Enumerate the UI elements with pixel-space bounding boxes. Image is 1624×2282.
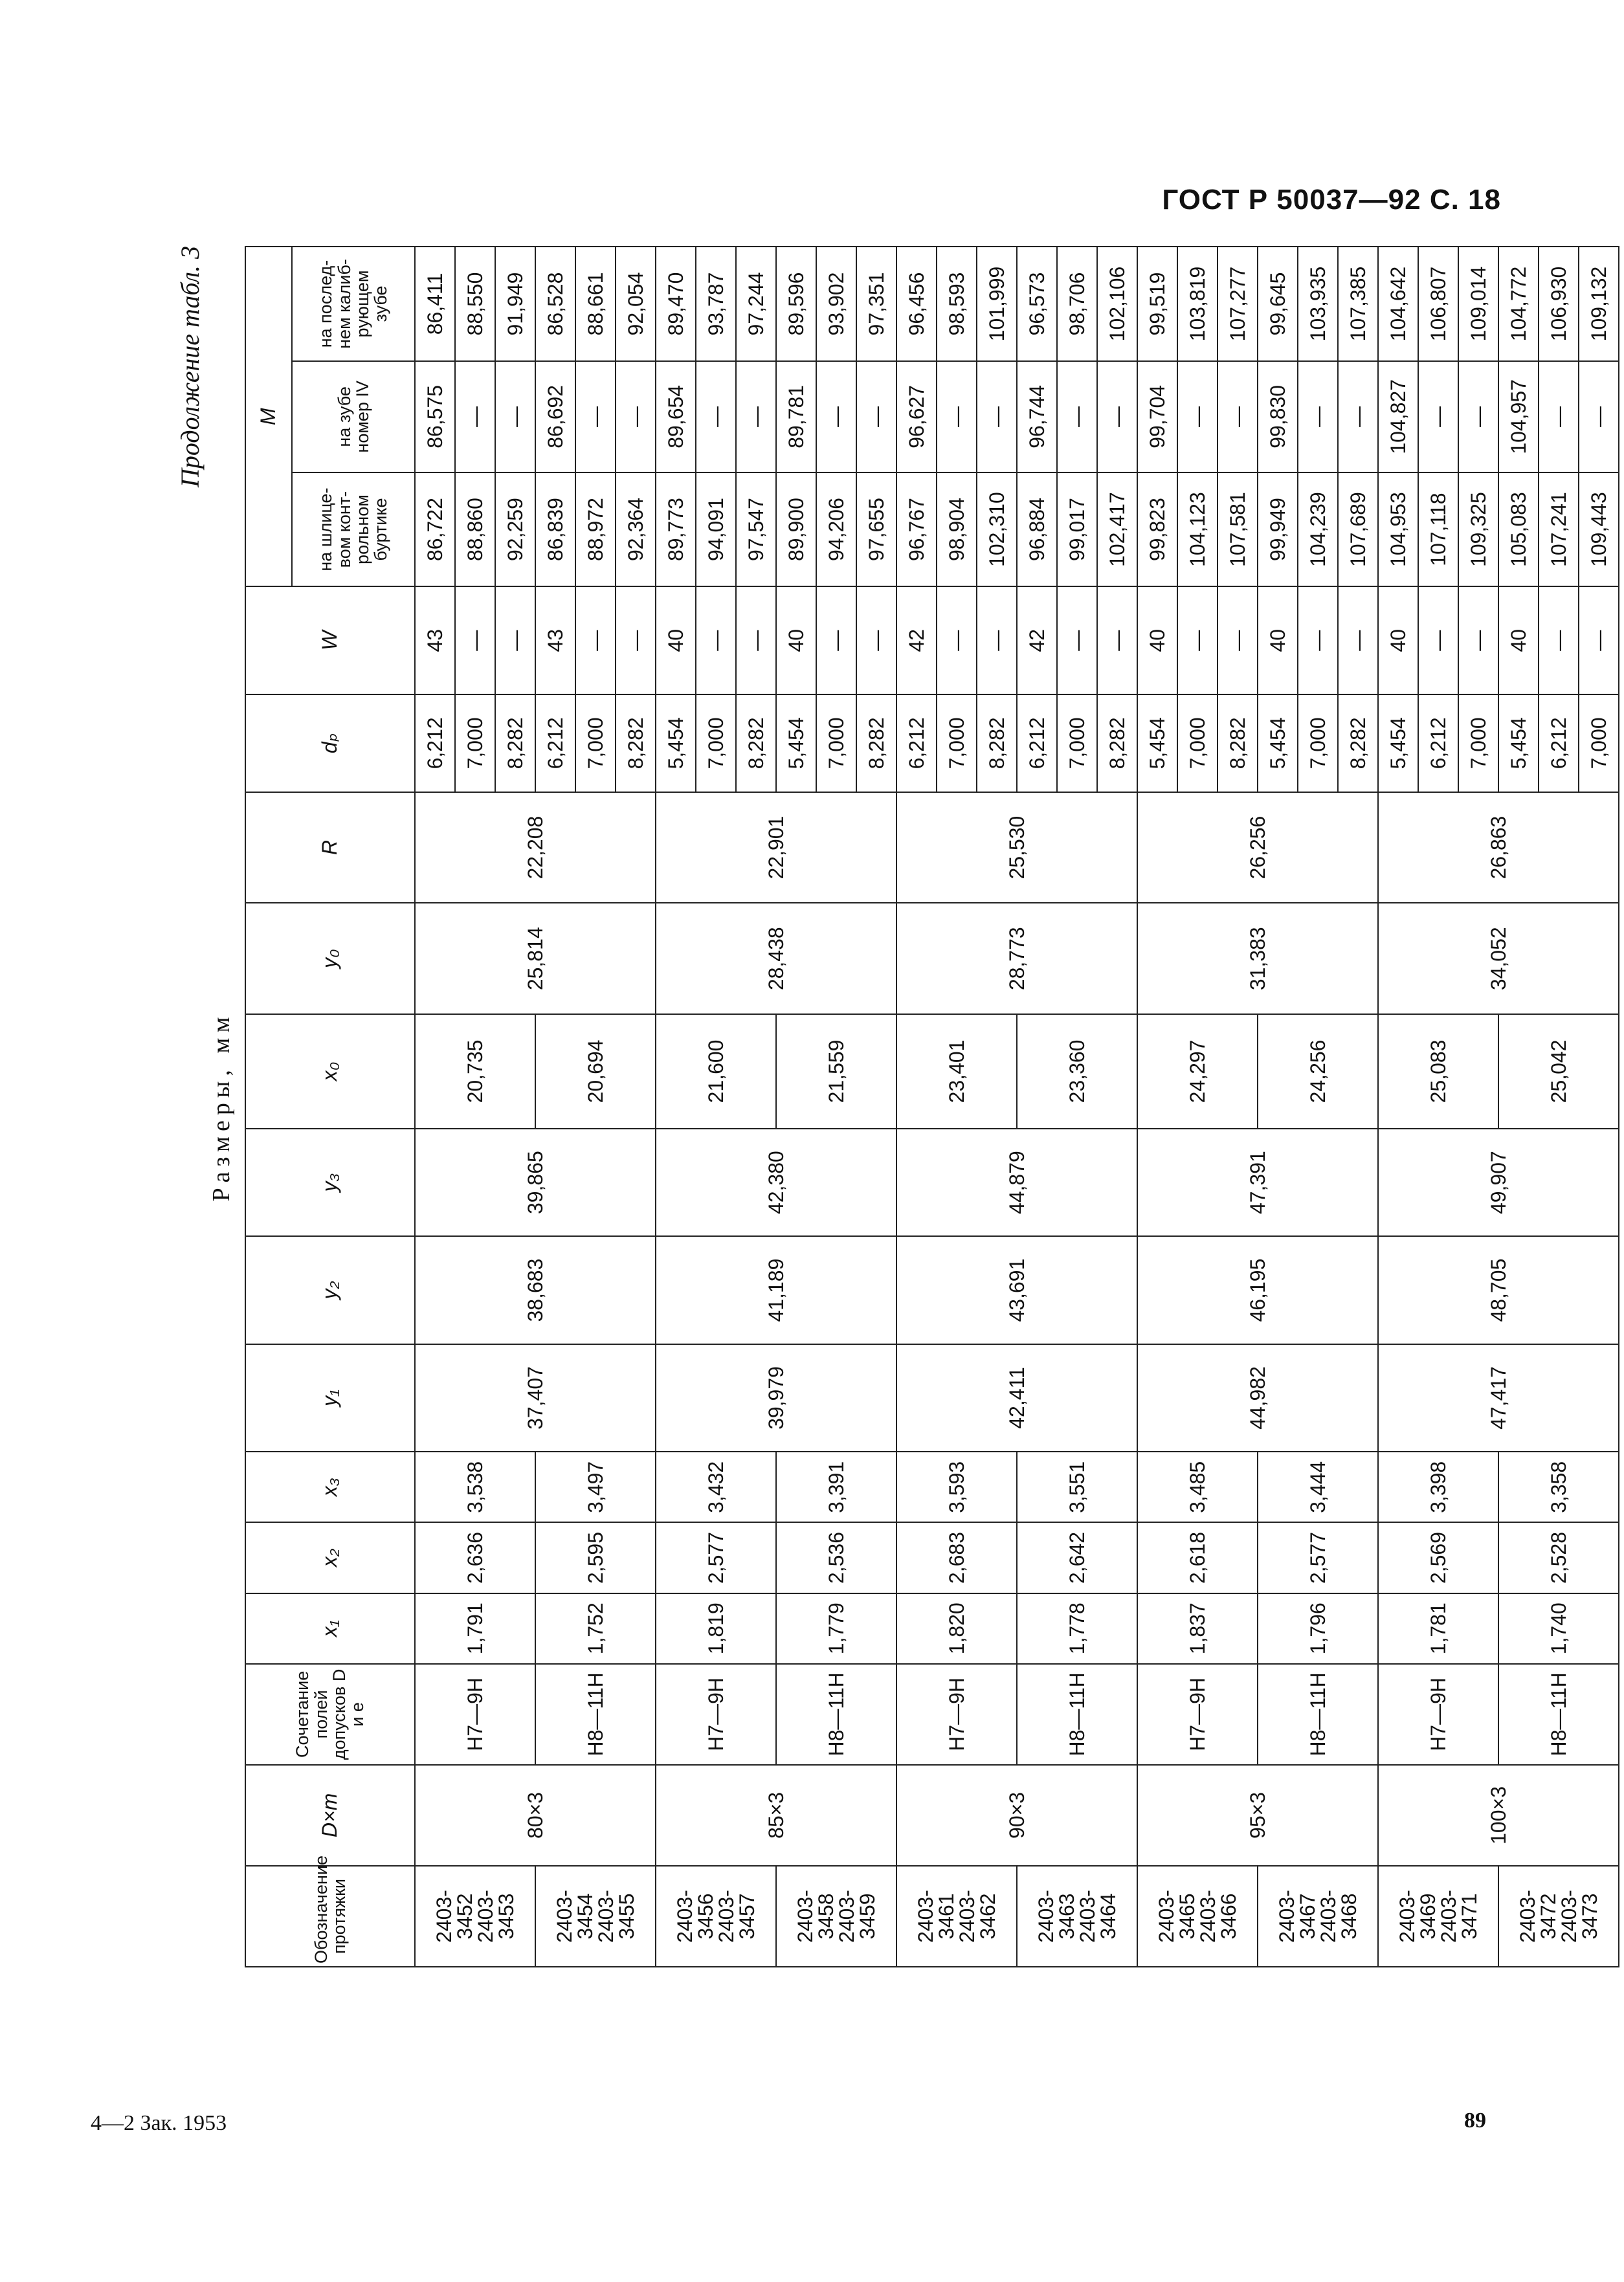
tolerance-cell: H7—9H <box>896 1664 1017 1765</box>
dp-cell: 6,212 <box>1418 694 1458 792</box>
m-spline-cell: 109,325 <box>1458 472 1498 587</box>
w-cell: 42 <box>1017 586 1057 694</box>
dp-cell: 6,212 <box>1539 694 1579 792</box>
x1-cell: 1,820 <box>896 1593 1017 1664</box>
m-tooth4-cell: 86,692 <box>535 361 575 472</box>
x1-cell: 1,837 <box>1137 1593 1258 1664</box>
designation-cell: 2403-3467 2403-3468 <box>1258 1866 1378 1967</box>
tolerance-cell: H8—11H <box>776 1664 896 1765</box>
dp-cell: 8,282 <box>1097 694 1137 792</box>
m-tooth4-cell: 89,654 <box>656 361 696 472</box>
col-x2: x₂ <box>245 1522 415 1593</box>
w-cell: — <box>1458 586 1498 694</box>
m-tooth4-cell: 104,957 <box>1498 361 1539 472</box>
x3-cell: 3,358 <box>1498 1452 1619 1522</box>
m-last-cell: 99,645 <box>1258 247 1298 361</box>
m-last-cell: 109,132 <box>1579 247 1619 361</box>
m-spline-cell: 92,364 <box>616 472 656 587</box>
dxm-cell: 80×3 <box>415 1765 656 1866</box>
m-spline-cell: 99,823 <box>1137 472 1177 587</box>
x1-cell: 1,796 <box>1258 1593 1378 1664</box>
y0-cell: 31,383 <box>1137 903 1378 1014</box>
dp-cell: 5,454 <box>1137 694 1177 792</box>
w-cell: — <box>495 586 535 694</box>
x3-cell: 3,497 <box>535 1452 656 1522</box>
x1-cell: 1,740 <box>1498 1593 1619 1664</box>
w-cell: — <box>1338 586 1378 694</box>
m-spline-cell: 99,017 <box>1057 472 1097 587</box>
y2-cell: 41,189 <box>656 1236 896 1344</box>
x1-cell: 1,752 <box>535 1593 656 1664</box>
table-row <box>1378 247 1418 1967</box>
m-spline-cell: 107,581 <box>1218 472 1258 587</box>
table-row <box>896 247 937 1967</box>
x3-cell: 3,398 <box>1378 1452 1498 1522</box>
m-tooth4-cell: 99,830 <box>1258 361 1298 472</box>
col-x1: x₁ <box>245 1593 415 1664</box>
y1-cell: 44,982 <box>1137 1344 1378 1452</box>
x2-cell: 2,528 <box>1498 1522 1619 1593</box>
m-last-cell: 104,772 <box>1498 247 1539 361</box>
m-tooth4-cell: — <box>1097 361 1137 472</box>
m-spline-cell: 92,259 <box>495 472 535 587</box>
dxm-cell: 85×3 <box>656 1765 896 1866</box>
m-tooth4-cell: 96,627 <box>896 361 937 472</box>
m-spline-cell: 104,239 <box>1298 472 1338 587</box>
table-row <box>776 247 816 1967</box>
x0-cell: 20,694 <box>535 1014 656 1129</box>
m-tooth4-cell: — <box>616 361 656 472</box>
table-row <box>1498 247 1539 1967</box>
rotated-table-block <box>175 246 1610 1967</box>
m-last-cell: 106,807 <box>1418 247 1458 361</box>
m-tooth4-cell: — <box>736 361 776 472</box>
col-x0: x₀ <box>245 1014 415 1129</box>
dp-cell: 7,000 <box>1177 694 1218 792</box>
m-tooth4-cell: — <box>1298 361 1338 472</box>
dp-cell: 8,282 <box>736 694 776 792</box>
y3-cell: 39,865 <box>415 1129 656 1236</box>
m-tooth4-cell: — <box>1539 361 1579 472</box>
m-last-cell: 96,456 <box>896 247 937 361</box>
w-cell: — <box>616 586 656 694</box>
m-spline-cell: 88,972 <box>575 472 616 587</box>
y3-cell: 47,391 <box>1137 1129 1378 1236</box>
m-tooth4-cell: 99,704 <box>1137 361 1177 472</box>
w-cell: — <box>1298 586 1338 694</box>
m-tooth4-cell: — <box>1218 361 1258 472</box>
w-cell: — <box>455 586 495 694</box>
y2-cell: 38,683 <box>415 1236 656 1344</box>
w-cell: 40 <box>1258 586 1298 694</box>
m-spline-cell: 104,123 <box>1177 472 1218 587</box>
w-cell: 42 <box>896 586 937 694</box>
m-last-cell: 88,661 <box>575 247 616 361</box>
w-cell: — <box>856 586 896 694</box>
y1-cell: 39,979 <box>656 1344 896 1452</box>
x3-cell: 3,391 <box>776 1452 896 1522</box>
dp-cell: 7,000 <box>1298 694 1338 792</box>
dp-cell: 8,282 <box>1338 694 1378 792</box>
dp-cell: 7,000 <box>696 694 736 792</box>
col-R: R <box>245 792 415 903</box>
y0-cell: 28,773 <box>896 903 1137 1014</box>
w-cell: — <box>1418 586 1458 694</box>
m-tooth4-cell: — <box>937 361 977 472</box>
x0-cell: 24,297 <box>1137 1014 1258 1129</box>
w-cell: — <box>816 586 856 694</box>
w-cell: — <box>575 586 616 694</box>
dp-cell: 8,282 <box>616 694 656 792</box>
col-W: W <box>245 586 415 694</box>
tolerance-cell: H8—11H <box>1017 1664 1137 1765</box>
r-cell: 22,901 <box>656 792 896 903</box>
m-tooth4-cell: — <box>575 361 616 472</box>
m-last-cell: 103,819 <box>1177 247 1218 361</box>
m-last-cell: 89,596 <box>776 247 816 361</box>
m-last-cell: 92,054 <box>616 247 656 361</box>
m-spline-cell: 86,839 <box>535 472 575 587</box>
m-spline-cell: 97,547 <box>736 472 776 587</box>
w-cell: — <box>1177 586 1218 694</box>
dp-cell: 6,212 <box>1017 694 1057 792</box>
w-cell: — <box>1218 586 1258 694</box>
tolerance-cell: H7—9H <box>1378 1664 1498 1765</box>
x0-cell: 23,401 <box>896 1014 1017 1129</box>
x3-cell: 3,538 <box>415 1452 535 1522</box>
m-tooth4-cell: 104,827 <box>1378 361 1418 472</box>
m-tooth4-cell: — <box>696 361 736 472</box>
r-cell: 25,530 <box>896 792 1137 903</box>
m-spline-cell: 107,241 <box>1539 472 1579 587</box>
tolerance-cell: H7—9H <box>415 1664 535 1765</box>
designation-cell: 2403-3452 2403-3453 <box>415 1866 535 1967</box>
footer-page-number: 89 <box>1464 2109 1486 2132</box>
w-cell: — <box>1097 586 1137 694</box>
x3-cell: 3,444 <box>1258 1452 1378 1522</box>
m-spline-cell: 102,417 <box>1097 472 1137 587</box>
x3-cell: 3,432 <box>656 1452 776 1522</box>
x2-cell: 2,577 <box>656 1522 776 1593</box>
x0-cell: 24,256 <box>1258 1014 1378 1129</box>
tolerance-cell: H7—9H <box>656 1664 776 1765</box>
dp-cell: 7,000 <box>1057 694 1097 792</box>
footer-order-number: 4—2 Зак. 1953 <box>91 2111 227 2135</box>
x1-cell: 1,819 <box>656 1593 776 1664</box>
m-last-cell: 107,277 <box>1218 247 1258 361</box>
x2-cell: 2,569 <box>1378 1522 1498 1593</box>
y1-cell: 42,411 <box>896 1344 1137 1452</box>
m-last-cell: 97,244 <box>736 247 776 361</box>
col-m-spline: на шлице-вом конт-рольном буртике <box>292 472 415 587</box>
m-tooth4-cell: 96,744 <box>1017 361 1057 472</box>
w-cell: — <box>696 586 736 694</box>
m-spline-cell: 94,206 <box>816 472 856 587</box>
w-cell: — <box>937 586 977 694</box>
m-tooth4-cell: — <box>1418 361 1458 472</box>
dp-cell: 6,212 <box>415 694 455 792</box>
tolerance-cell: H8—11H <box>1258 1664 1378 1765</box>
dxm-cell: 90×3 <box>896 1765 1137 1866</box>
x2-cell: 2,642 <box>1017 1522 1137 1593</box>
tolerance-cell: H7—9H <box>1137 1664 1258 1765</box>
y3-cell: 44,879 <box>896 1129 1137 1236</box>
m-spline-cell: 98,904 <box>937 472 977 587</box>
x0-cell: 23,360 <box>1017 1014 1137 1129</box>
col-m-tooth4: на зубе номер IV <box>292 361 415 472</box>
w-cell: — <box>736 586 776 694</box>
x0-cell: 25,042 <box>1498 1014 1619 1129</box>
x1-cell: 1,791 <box>415 1593 535 1664</box>
designation-cell: 2403-3461 2403-3462 <box>896 1866 1017 1967</box>
table-row <box>1137 247 1177 1967</box>
dp-cell: 7,000 <box>816 694 856 792</box>
x1-cell: 1,781 <box>1378 1593 1498 1664</box>
m-tooth4-cell: — <box>455 361 495 472</box>
m-spline-cell: 109,443 <box>1579 472 1619 587</box>
x0-cell: 21,559 <box>776 1014 896 1129</box>
dp-cell: 7,000 <box>1579 694 1619 792</box>
m-spline-cell: 105,083 <box>1498 472 1539 587</box>
m-spline-cell: 104,953 <box>1378 472 1418 587</box>
x1-cell: 1,778 <box>1017 1593 1137 1664</box>
x3-cell: 3,551 <box>1017 1452 1137 1522</box>
y2-cell: 48,705 <box>1378 1236 1619 1344</box>
table-row <box>535 247 575 1967</box>
m-last-cell: 98,593 <box>937 247 977 361</box>
col-m-last: на послед-нем калиб-рующем зубе <box>292 247 415 361</box>
dp-cell: 5,454 <box>1498 694 1539 792</box>
y1-cell: 47,417 <box>1378 1344 1619 1452</box>
dp-cell: 7,000 <box>1458 694 1498 792</box>
m-last-cell: 96,573 <box>1017 247 1057 361</box>
m-spline-cell: 96,767 <box>896 472 937 587</box>
designation-cell: 2403-3458 2403-3459 <box>776 1866 896 1967</box>
dp-cell: 7,000 <box>455 694 495 792</box>
col-y3: y₃ <box>245 1129 415 1236</box>
m-spline-cell: 102,310 <box>977 472 1017 587</box>
m-tooth4-cell: — <box>816 361 856 472</box>
m-tooth4-cell: — <box>856 361 896 472</box>
w-cell: — <box>1579 586 1619 694</box>
m-last-cell: 93,902 <box>816 247 856 361</box>
m-last-cell: 107,385 <box>1338 247 1378 361</box>
m-spline-cell: 107,118 <box>1418 472 1458 587</box>
x2-cell: 2,636 <box>415 1522 535 1593</box>
tolerance-cell: H8—11H <box>1498 1664 1619 1765</box>
w-cell: 40 <box>776 586 816 694</box>
designation-cell: 2403-3456 2403-3457 <box>656 1866 776 1967</box>
col-designation: Обозначение протяжки <box>245 1866 415 1967</box>
m-spline-cell: 97,655 <box>856 472 896 587</box>
m-last-cell: 102,106 <box>1097 247 1137 361</box>
m-tooth4-cell: — <box>1458 361 1498 472</box>
designation-cell: 2403-3465 2403-3466 <box>1137 1866 1258 1967</box>
x3-cell: 3,593 <box>896 1452 1017 1522</box>
col-x3: x₃ <box>245 1452 415 1522</box>
col-d-times-m: D×m <box>245 1765 415 1866</box>
x0-cell: 21,600 <box>656 1014 776 1129</box>
y2-cell: 43,691 <box>896 1236 1137 1344</box>
table-row <box>415 247 455 1967</box>
y1-cell: 37,407 <box>415 1344 656 1452</box>
r-cell: 26,863 <box>1378 792 1619 903</box>
y3-cell: 49,907 <box>1378 1129 1619 1236</box>
m-tooth4-cell: — <box>495 361 535 472</box>
designation-cell: 2403-3463 2403-3464 <box>1017 1866 1137 1967</box>
w-cell: — <box>977 586 1017 694</box>
x0-cell: 20,735 <box>415 1014 535 1129</box>
dxm-cell: 95×3 <box>1137 1765 1378 1866</box>
m-spline-cell: 86,722 <box>415 472 455 587</box>
m-last-cell: 93,787 <box>696 247 736 361</box>
m-last-cell: 106,930 <box>1539 247 1579 361</box>
x2-cell: 2,683 <box>896 1522 1017 1593</box>
dp-cell: 7,000 <box>575 694 616 792</box>
m-last-cell: 104,642 <box>1378 247 1418 361</box>
dp-cell: 5,454 <box>1378 694 1418 792</box>
x2-cell: 2,595 <box>535 1522 656 1593</box>
y0-cell: 28,438 <box>656 903 896 1014</box>
col-y1: y₁ <box>245 1344 415 1452</box>
w-cell: 40 <box>1498 586 1539 694</box>
tolerance-cell: H8—11H <box>535 1664 656 1765</box>
y3-cell: 42,380 <box>656 1129 896 1236</box>
dp-cell: 7,000 <box>937 694 977 792</box>
w-cell: — <box>1057 586 1097 694</box>
designation-cell: 2403-3469 2403-3471 <box>1378 1866 1498 1967</box>
table-row <box>656 247 696 1967</box>
m-spline-cell: 96,884 <box>1017 472 1057 587</box>
table-row <box>1258 247 1298 1967</box>
y2-cell: 46,195 <box>1137 1236 1378 1344</box>
m-last-cell: 99,519 <box>1137 247 1177 361</box>
x0-cell: 25,083 <box>1378 1014 1498 1129</box>
dxm-cell: 100×3 <box>1378 1765 1619 1866</box>
m-tooth4-cell: — <box>977 361 1017 472</box>
data-table <box>245 246 1619 1967</box>
x3-cell: 3,485 <box>1137 1452 1258 1522</box>
x1-cell: 1,779 <box>776 1593 896 1664</box>
m-last-cell: 103,935 <box>1298 247 1338 361</box>
dp-cell: 5,454 <box>656 694 696 792</box>
table-row <box>1017 247 1057 1967</box>
col-dp: dₚ <box>245 694 415 792</box>
x2-cell: 2,577 <box>1258 1522 1378 1593</box>
m-spline-cell: 107,689 <box>1338 472 1378 587</box>
m-last-cell: 86,528 <box>535 247 575 361</box>
m-spline-cell: 94,091 <box>696 472 736 587</box>
m-spline-cell: 88,860 <box>455 472 495 587</box>
m-spline-cell: 99,949 <box>1258 472 1298 587</box>
x2-cell: 2,536 <box>776 1522 896 1593</box>
m-spline-cell: 89,773 <box>656 472 696 587</box>
dp-cell: 6,212 <box>896 694 937 792</box>
w-cell: 43 <box>415 586 455 694</box>
m-tooth4-cell: — <box>1338 361 1378 472</box>
w-cell: 43 <box>535 586 575 694</box>
m-spline-cell: 89,900 <box>776 472 816 587</box>
col-m-group: M <box>245 247 292 586</box>
m-last-cell: 98,706 <box>1057 247 1097 361</box>
m-last-cell: 109,014 <box>1458 247 1498 361</box>
col-tolerance: Сочетание полей допусков D и e <box>245 1664 415 1765</box>
m-last-cell: 91,949 <box>495 247 535 361</box>
y0-cell: 25,814 <box>415 903 656 1014</box>
m-tooth4-cell: 89,781 <box>776 361 816 472</box>
table-units-caption: Размеры, мм <box>208 1012 235 1202</box>
m-tooth4-cell: — <box>1057 361 1097 472</box>
w-cell: 40 <box>1137 586 1177 694</box>
w-cell: 40 <box>1378 586 1418 694</box>
dp-cell: 8,282 <box>856 694 896 792</box>
dp-cell: 5,454 <box>1258 694 1298 792</box>
m-last-cell: 101,999 <box>977 247 1017 361</box>
m-last-cell: 88,550 <box>455 247 495 361</box>
m-tooth4-cell: — <box>1579 361 1619 472</box>
x2-cell: 2,618 <box>1137 1522 1258 1593</box>
page-header: ГОСТ Р 50037—92 С. 18 <box>1162 184 1501 216</box>
r-cell: 26,256 <box>1137 792 1378 903</box>
m-last-cell: 89,470 <box>656 247 696 361</box>
m-tooth4-cell: — <box>1177 361 1218 472</box>
col-y0: y₀ <box>245 903 415 1014</box>
dp-cell: 8,282 <box>977 694 1017 792</box>
dp-cell: 6,212 <box>535 694 575 792</box>
m-last-cell: 97,351 <box>856 247 896 361</box>
dp-cell: 8,282 <box>495 694 535 792</box>
table-continuation-caption: Продолжение табл. 3 <box>175 246 205 488</box>
m-tooth4-cell: 86,575 <box>415 361 455 472</box>
m-last-cell: 86,411 <box>415 247 455 361</box>
designation-cell: 2403-3454 2403-3455 <box>535 1866 656 1967</box>
r-cell: 22,208 <box>415 792 656 903</box>
w-cell: — <box>1539 586 1579 694</box>
y0-cell: 34,052 <box>1378 903 1619 1014</box>
dp-cell: 8,282 <box>1218 694 1258 792</box>
w-cell: 40 <box>656 586 696 694</box>
designation-cell: 2403-3472 2403-3473 <box>1498 1866 1619 1967</box>
dp-cell: 5,454 <box>776 694 816 792</box>
col-y2: y₂ <box>245 1236 415 1344</box>
